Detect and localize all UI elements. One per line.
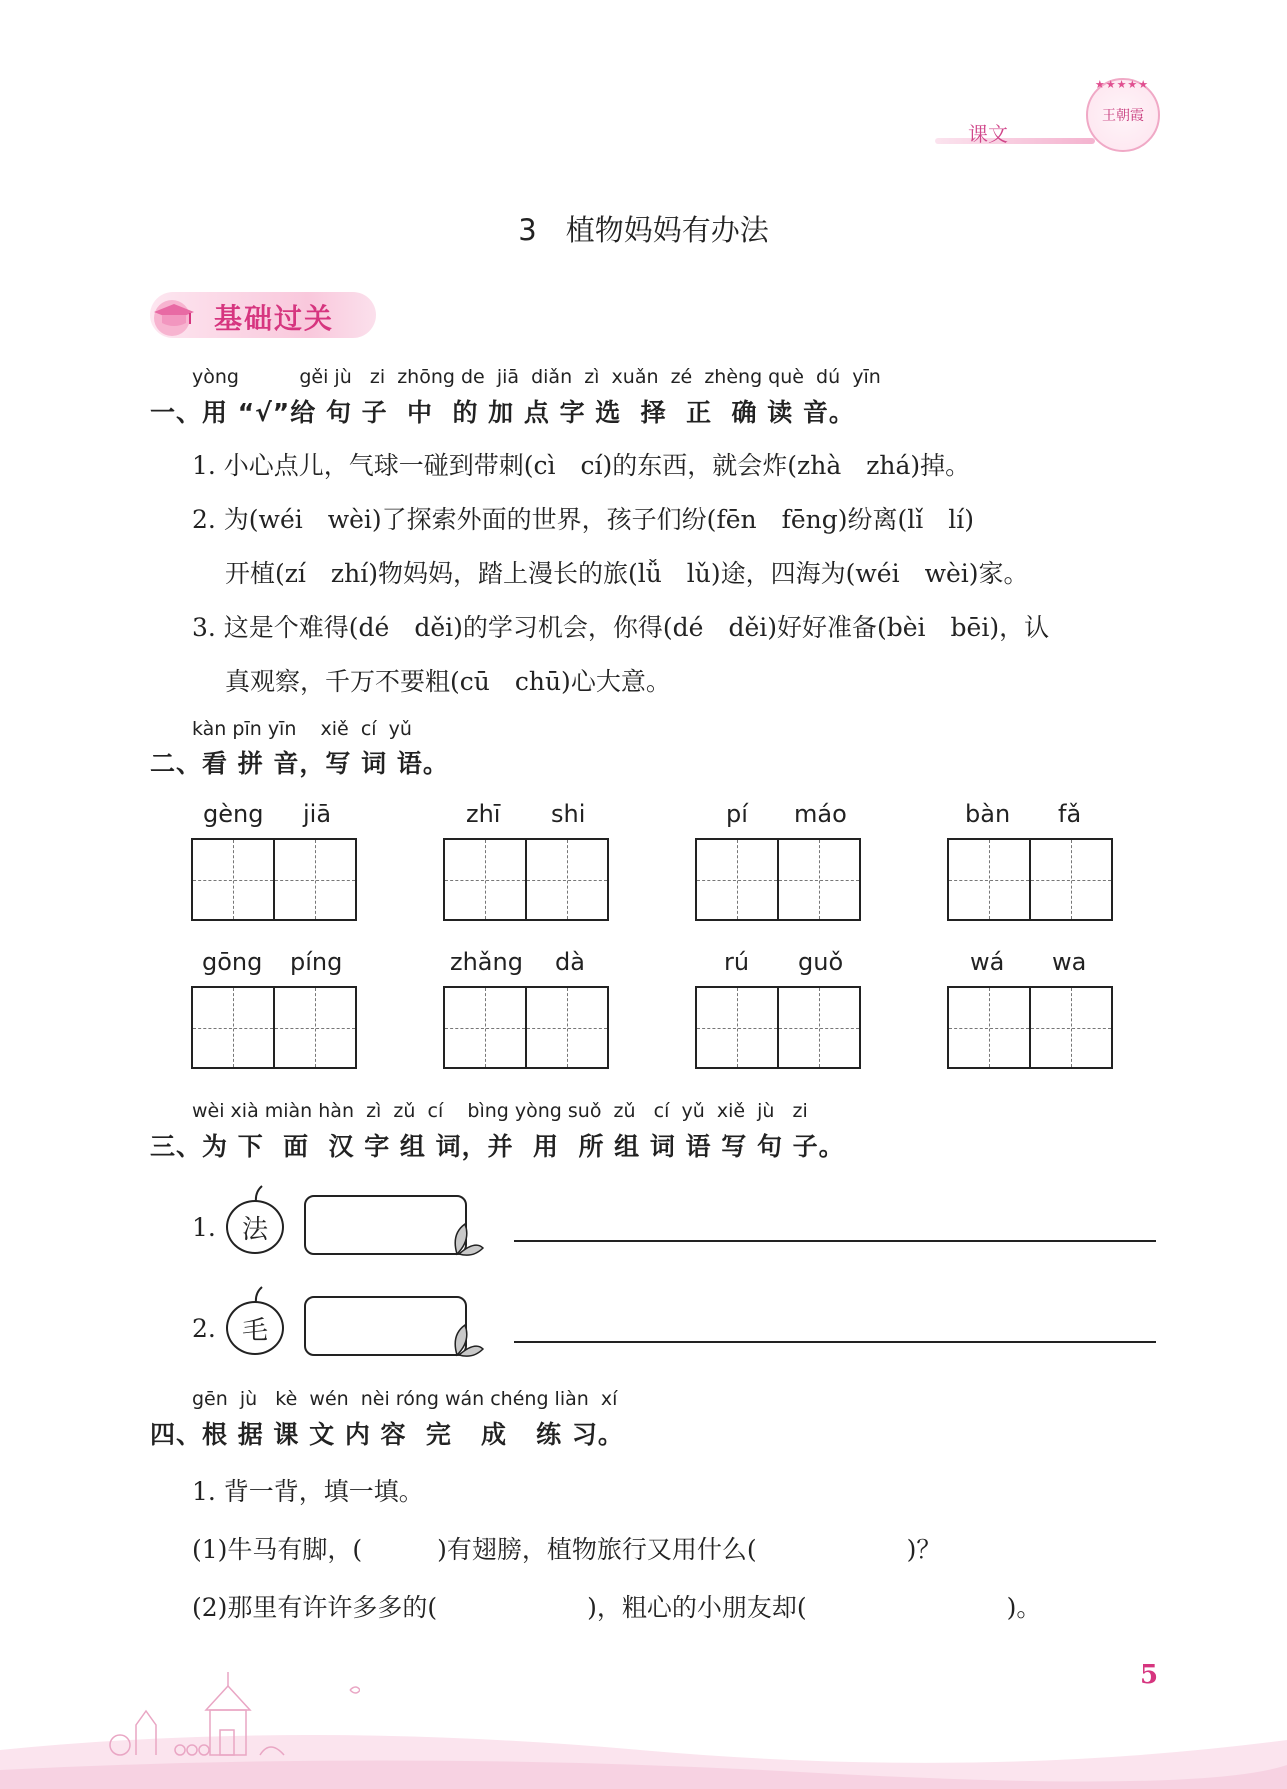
q2-heading: 二、看 拼 音，写 词 语。	[150, 749, 449, 778]
header-category: 课文	[968, 122, 1008, 146]
q3-item-1-sentence-line[interactable]	[514, 1240, 1156, 1242]
q4-subquestion: 1. 背一背，填一填。	[192, 1477, 424, 1506]
q1-heading: 一、用 “√”给 句 子 中 的 加 点 字 选 择 正 确 读 音。	[150, 398, 855, 427]
q3-item-2-sentence-line[interactable]	[514, 1341, 1156, 1343]
q3-heading: 三、为 下 面 汉 字 组 词，并 用 所 组 词 语 写 句 子。	[150, 1132, 845, 1161]
writing-grid-5[interactable]	[191, 986, 357, 1069]
leaf-icon	[451, 1321, 485, 1357]
q4-pinyin: gēn jù kè wén nèi róng wán chéng liàn xí	[192, 1388, 618, 1410]
writing-grid-6[interactable]	[443, 986, 609, 1069]
writing-grid-7[interactable]	[695, 986, 861, 1069]
word-5-pinyin-2: píng	[290, 948, 343, 976]
word-1-pinyin-1: gèng	[203, 800, 264, 828]
word-7-pinyin-2: guǒ	[798, 948, 844, 976]
word-7-pinyin-1: rú	[724, 948, 750, 976]
writing-grid-2[interactable]	[443, 838, 609, 921]
writing-grid-1[interactable]	[191, 838, 357, 921]
word-3-pinyin-2: máo	[794, 800, 847, 828]
page-number: 5	[1140, 1660, 1159, 1690]
q3-item-2-char: 毛	[241, 1315, 268, 1346]
graduation-cap-icon	[150, 296, 196, 336]
q4-heading: 四、根 据 课 文 内 容 完 成 练 习。	[150, 1420, 624, 1449]
q3-item-2-word-box[interactable]	[304, 1296, 467, 1356]
q1-line-5: 真观察，千万不要粗(cū chū)心大意。	[225, 667, 671, 696]
word-2-pinyin-1: zhī	[466, 800, 501, 828]
section-banner-label: 基础过关	[214, 302, 335, 335]
q3-item-1-word-box[interactable]	[304, 1195, 467, 1255]
word-1-pinyin-2: jiā	[303, 800, 332, 828]
writing-grid-8[interactable]	[947, 986, 1113, 1069]
q1-line-1: 1. 小心点儿，气球一碰到带刺(cì cí)的东西，就会炸(zhà zhá)掉。	[192, 451, 971, 480]
word-4-pinyin-2: fǎ	[1058, 800, 1082, 828]
leaf-icon	[451, 1220, 485, 1256]
word-5-pinyin-1: gōng	[202, 948, 263, 976]
q1-line-4: 3. 这是个难得(dé děi)的学习机会，你得(dé děi)好好准备(bèi bēi)，认	[192, 613, 1050, 642]
q3-item-1-char: 法	[241, 1214, 268, 1245]
word-8-pinyin-2: wa	[1052, 948, 1087, 976]
q1-line-2: 2. 为(wéi wèi)了探索外面的世界，孩子们纷(fēn fēng)纷离(lǐ lí)	[192, 505, 974, 534]
q1-pinyin: yòng gěi jù zi zhōng de jiā diǎn zì xuǎn zé zhèng què dú yīn	[192, 366, 881, 388]
brand-logo-stars: ★★★★★	[1094, 78, 1150, 91]
q4-fill-line-2[interactable]: (2)那里有许许多多的( )，粗心的小朋友却( )。	[192, 1593, 1042, 1622]
word-8-pinyin-1: wá	[970, 948, 1005, 976]
word-2-pinyin-2: shi	[551, 800, 586, 828]
q2-pinyin: kàn pīn yīn xiě cí yǔ	[192, 718, 412, 740]
q3-item-1-number: 1.	[192, 1213, 216, 1242]
q3-pinyin: wèi xià miàn hàn zì zǔ cí bìng yòng suǒ zǔ cí yǔ xiě jù zi	[192, 1100, 808, 1122]
word-4-pinyin-1: bàn	[965, 800, 1011, 828]
writing-grid-4[interactable]	[947, 838, 1113, 921]
q3-item-1-char-circle	[226, 1200, 284, 1254]
writing-grid-3[interactable]	[695, 838, 861, 921]
word-3-pinyin-1: pí	[726, 800, 748, 828]
lesson-title: 3 植物妈妈有办法	[518, 213, 769, 247]
castle-illustration	[100, 1650, 360, 1760]
word-6-pinyin-1: zhǎng	[450, 948, 523, 976]
header-decor-line	[935, 138, 1095, 144]
q4-fill-line-1[interactable]: (1)牛马有脚，( )有翅膀，植物旅行又用什么( )？	[192, 1535, 942, 1564]
q3-item-2-number: 2.	[192, 1314, 216, 1343]
q3-item-2-char-circle	[226, 1301, 284, 1355]
q1-line-3: 开植(zí zhí)物妈妈，踏上漫长的旅(lǚ lǔ)途，四海为(wéi wèi)家。	[225, 559, 1029, 588]
brand-logo-text: 王朝霞	[1102, 108, 1144, 124]
word-6-pinyin-2: dà	[555, 948, 585, 976]
